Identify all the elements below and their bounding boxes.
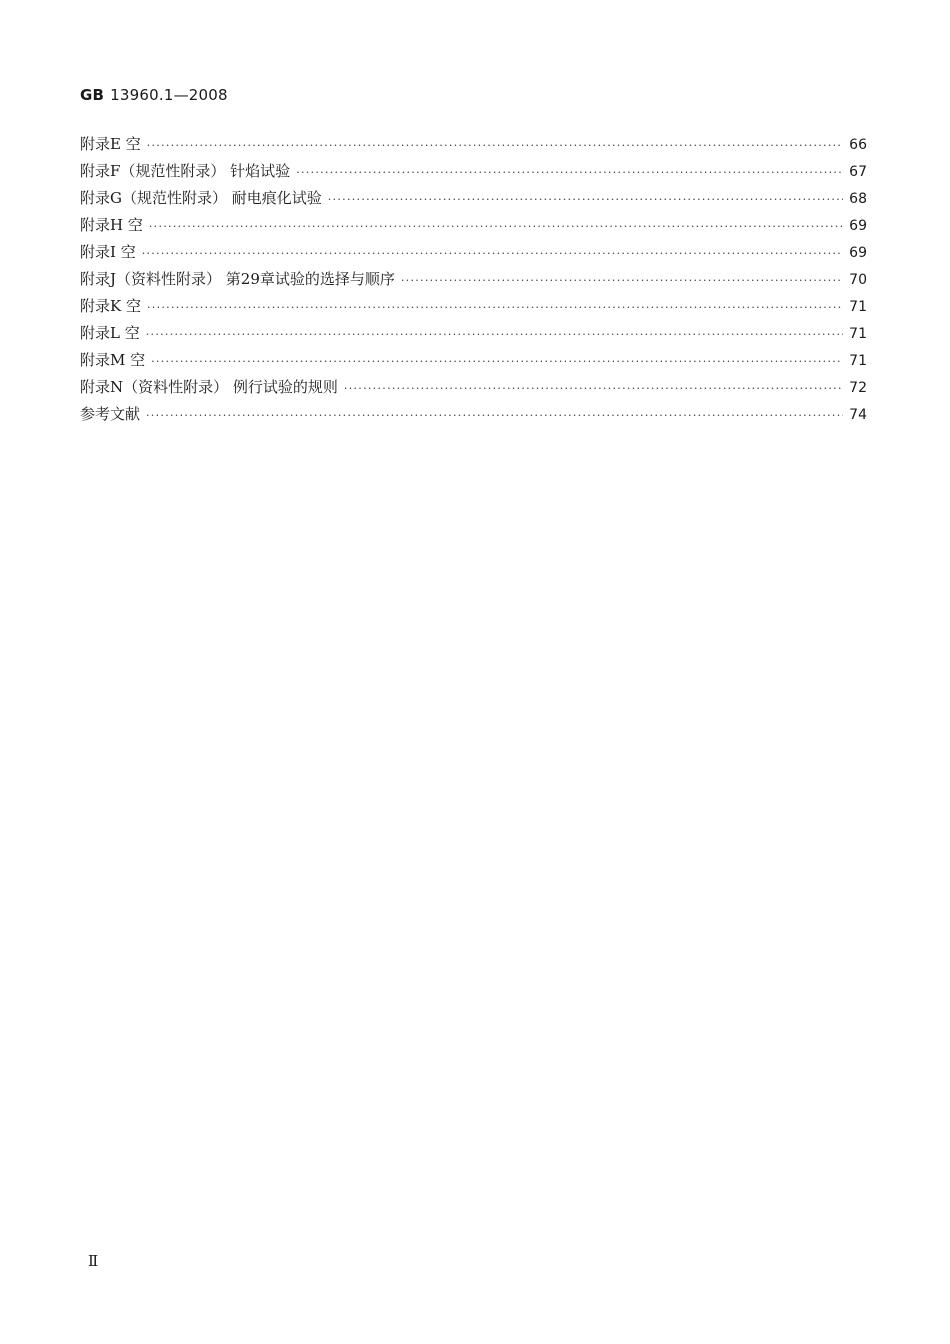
standard-number: 13960.1—2008 xyxy=(110,86,228,104)
toc-entry-page: 72 xyxy=(849,380,867,396)
toc-entry-title: 附录K 空 xyxy=(80,297,141,315)
toc-entry-title: 附录F（规范性附录） 针焰试验 xyxy=(80,162,291,180)
toc-entry xyxy=(80,293,867,320)
toc-entry-page: 69 xyxy=(849,245,867,261)
toc-entry-title: 参考文献 xyxy=(80,405,141,423)
toc-entry-page: 67 xyxy=(849,164,867,180)
toc-entry-page: 70 xyxy=(849,272,867,288)
toc-entry xyxy=(80,266,867,293)
toc-leader-dots xyxy=(146,321,843,348)
toc-entry-title: 附录J（资料性附录） 第29章试验的选择与顺序 xyxy=(80,270,395,288)
toc-entry xyxy=(80,131,867,158)
toc-leader-dots xyxy=(151,348,843,375)
toc-entry-title: 附录I 空 xyxy=(80,243,136,261)
toc-entry xyxy=(80,320,867,347)
toc-entry xyxy=(80,158,867,185)
toc-entry-page: 68 xyxy=(849,191,867,207)
toc-leader-dots xyxy=(328,186,843,213)
toc-entry xyxy=(80,239,867,266)
toc-leader-dots xyxy=(401,267,843,294)
toc-entry-title: 附录H 空 xyxy=(80,216,143,234)
toc-entry-title: 附录N（资料性附录） 例行试验的规则 xyxy=(80,378,338,396)
toc-entry-page: 69 xyxy=(849,218,867,234)
toc-leader-dots xyxy=(344,375,843,402)
toc-entry-title: 附录G（规范性附录） 耐电痕化试验 xyxy=(80,189,322,207)
toc-entry-page: 71 xyxy=(849,353,867,369)
toc-entry xyxy=(80,212,867,239)
toc-entry-page: 71 xyxy=(849,326,867,342)
toc-leader-dots xyxy=(142,240,843,267)
toc-entry-page: 71 xyxy=(849,299,867,315)
toc-entry xyxy=(80,374,867,401)
toc-entry-title: 附录M 空 xyxy=(80,351,146,369)
toc-leader-dots xyxy=(149,213,843,240)
toc-leader-dots xyxy=(147,132,843,159)
standard-code: GB xyxy=(80,86,105,104)
toc-entry-page: 74 xyxy=(849,407,867,423)
page-number: Ⅱ xyxy=(88,1252,99,1270)
document-header xyxy=(80,86,228,104)
toc-entry xyxy=(80,185,867,212)
toc-entry xyxy=(80,347,867,374)
toc-entry-title: 附录L 空 xyxy=(80,324,140,342)
toc-entry-title: 附录E 空 xyxy=(80,135,141,153)
table-of-contents xyxy=(80,131,867,428)
toc-leader-dots xyxy=(296,159,843,186)
toc-leader-dots xyxy=(146,402,843,429)
toc-entry xyxy=(80,401,867,428)
toc-leader-dots xyxy=(147,294,843,321)
toc-entry-page: 66 xyxy=(849,137,867,153)
